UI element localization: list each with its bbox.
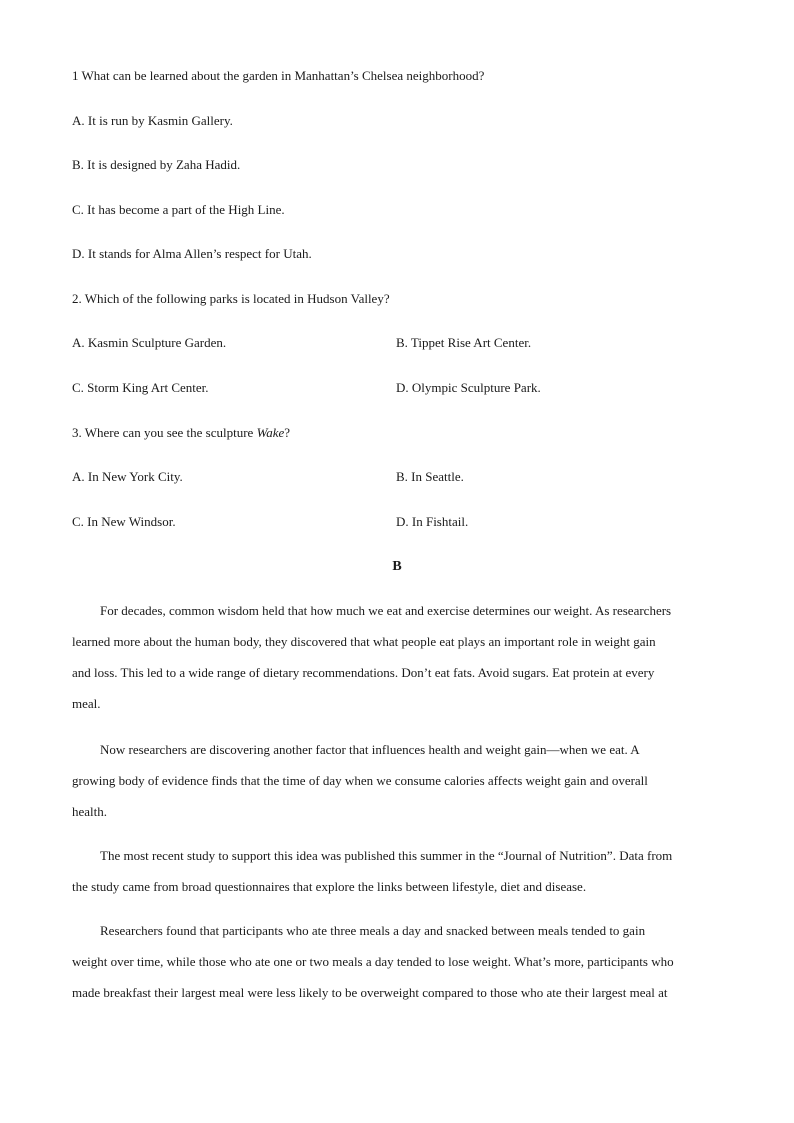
paragraph-line: health.: [72, 804, 108, 819]
question-3-stem-text: 3. Where can you see the sculpture: [72, 425, 257, 440]
paragraph-line: The most recent study to support this idea was published this summer in the “Journal of Nutrition”. Data from: [100, 848, 673, 863]
paragraph-line: Now researchers are discovering another factor that influences health and weight gain—when we eat. A: [100, 742, 640, 757]
question-3-option-a: A. In New York City.: [72, 469, 183, 484]
paragraph-line: growing body of evidence finds that the time of day when we consume calories affects weight gain and overall: [72, 773, 648, 788]
paragraph-1: [72, 595, 724, 719]
paragraph-line: made breakfast their largest meal were less likely to be overweight compared to those who ate their largest meal at: [72, 985, 668, 1000]
paragraph-line: weight over time, while those who ate one or two meals a day tended to lose weight. What’s more, participants who: [72, 954, 674, 969]
question-1-option-d: D. It stands for Alma Allen’s respect for Utah.: [72, 246, 312, 261]
paragraph-2: [72, 734, 724, 827]
section-heading: B: [392, 559, 402, 574]
question-1-option-c: C. It has become a part of the High Line.: [72, 202, 285, 217]
paragraph-line: For decades, common wisdom held that how much we eat and exercise determines our weight. As researchers: [100, 603, 672, 618]
question-2-option-d: D. Olympic Sculpture Park.: [396, 380, 541, 395]
question-3-stem-end: ?: [284, 425, 291, 440]
question-3-option-b: B. In Seattle.: [396, 469, 464, 484]
paragraph-line: the study came from broad questionnaires that explore the links between lifestyle, diet and disease.: [72, 879, 587, 894]
question-1-option-b: B. It is designed by Zaha Hadid.: [72, 157, 241, 172]
paragraph-3: [72, 840, 724, 902]
question-2-option-b: B. Tippet Rise Art Center.: [396, 335, 532, 350]
question-1-stem: 1 What can be learned about the garden in Manhattan’s Chelsea neighborhood?: [72, 68, 485, 83]
question-1-option-a: A. It is run by Kasmin Gallery.: [72, 113, 233, 128]
question-2-option-c: C. Storm King Art Center.: [72, 380, 209, 395]
paragraph-line: learned more about the human body, they discovered that what people eat plays an important role in weight gain: [72, 634, 656, 649]
question-2-stem: 2. Which of the following parks is located in Hudson Valley?: [72, 291, 390, 306]
paragraph-line: meal.: [72, 696, 101, 711]
paragraph-line: and loss. This led to a wide range of dietary recommendations. Don’t eat fats. Avoid sugars. Eat protein at every: [72, 665, 655, 680]
paragraph-line: Researchers found that participants who ate three meals a day and snacked between meals tended to gain: [100, 923, 646, 938]
paragraph-4: [72, 915, 724, 1008]
question-2-option-a: A. Kasmin Sculpture Garden.: [72, 335, 227, 350]
question-3-option-c: C. In New Windsor.: [72, 514, 176, 529]
sculpture-title: Wake: [256, 425, 285, 440]
question-3-option-d: D. In Fishtail.: [396, 514, 469, 529]
question-3-stem: [72, 425, 290, 441]
